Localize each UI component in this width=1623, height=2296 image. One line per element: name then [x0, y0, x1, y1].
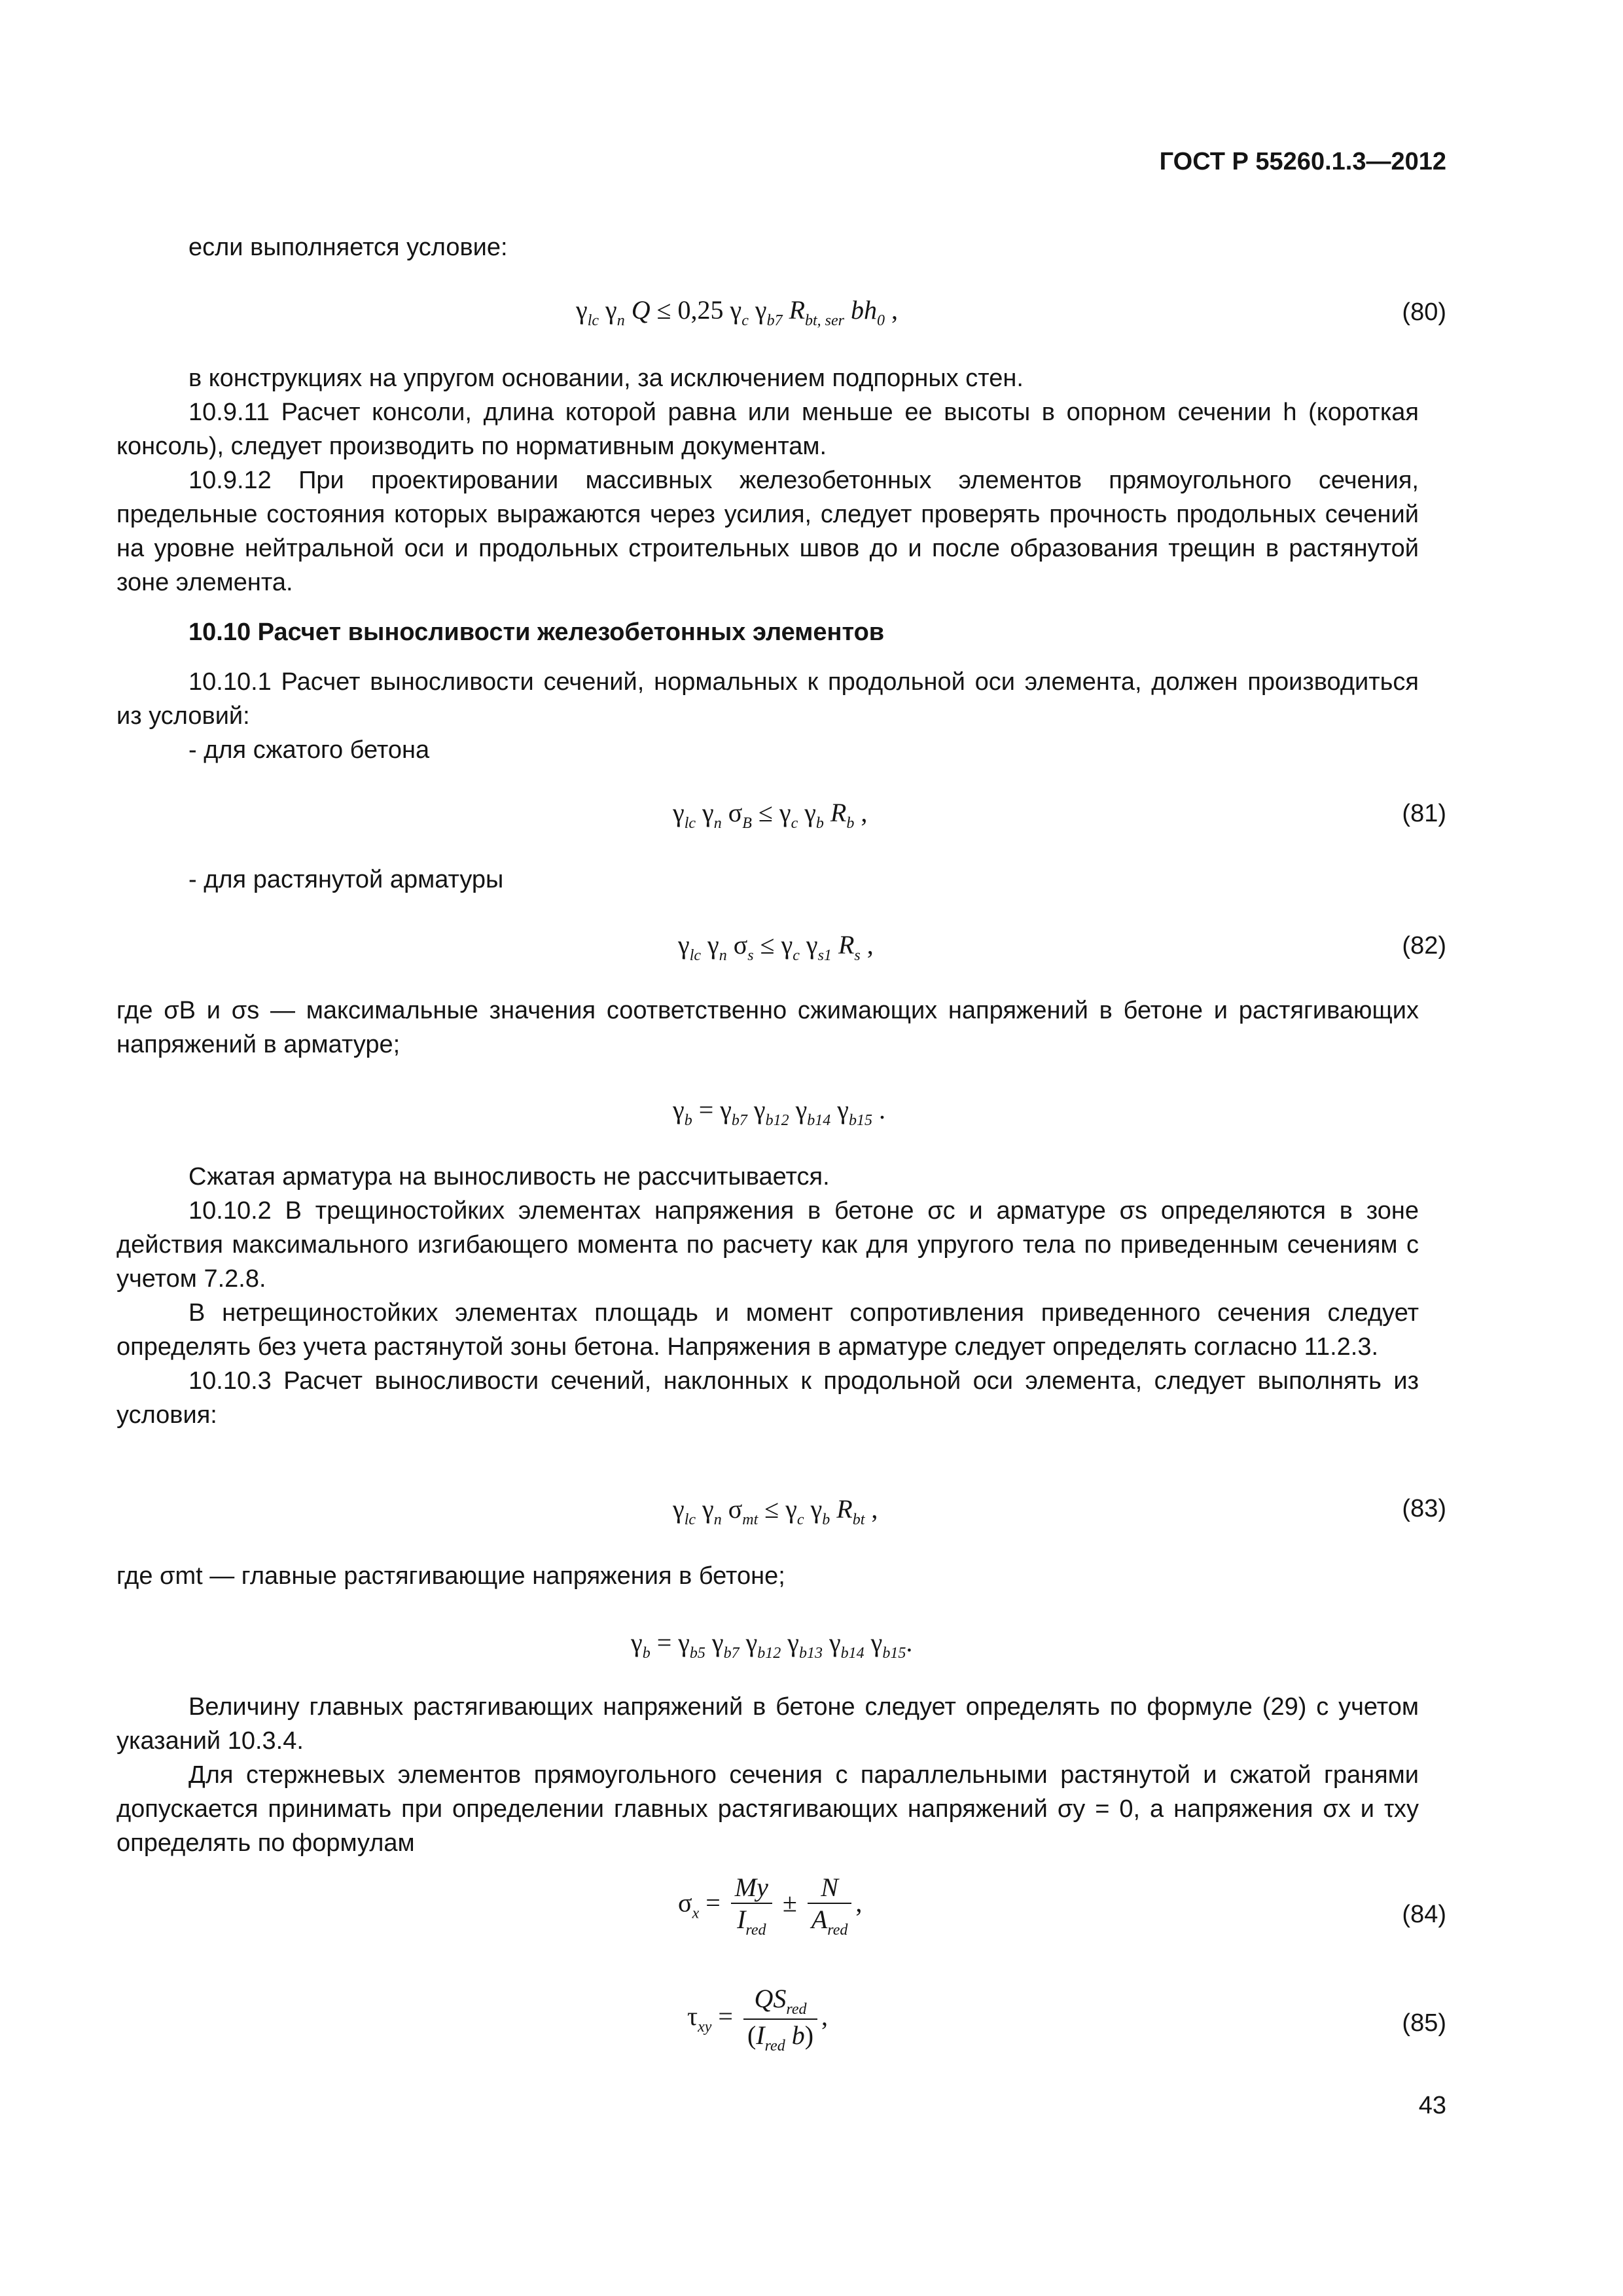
- equation-number: (81): [1402, 800, 1446, 827]
- text-block-1: [116, 230, 1419, 264]
- formula-80: $\gamma_{lc}$ $\gamma_n$ Q ≤ 0,25 $\gamma_c$ $\gamma_{b7}$ $R_{bt, ser}$ $bh_0$ ,: [576, 295, 899, 329]
- text-block-7: [116, 1559, 1419, 1593]
- paragraph: Величину главных растягивающих напряжений в бетоне следует определять по формуле (29) с учетом указаний 10.3.4.: [116, 1693, 1419, 1755]
- paragraph: Для стержневых элементов прямоугольного сечения с параллельными растянутой и сжатой гранями допускается принимать при определении главных растягивающих напряжений σy = 0, а напряжения σx и τxy определять по формулам: [116, 1761, 1419, 1857]
- equation-number: (85): [1402, 2009, 1446, 2037]
- text-block-4: [116, 863, 1419, 897]
- equation-number: (83): [1402, 1495, 1446, 1522]
- paragraph: - для сжатого бетона: [188, 736, 430, 764]
- page-number: 43: [1418, 2092, 1446, 2119]
- formula-81: $\gamma_{lc}$ $\gamma_n$ $\sigma_B \le \gamma_c$ $\gamma_b$ $R_b$ ,: [673, 798, 868, 832]
- equation-number: (82): [1402, 932, 1446, 960]
- text-block-2: [116, 361, 1419, 600]
- paragraph: в конструкциях на упругом основании, за исключением подпорных стен.: [188, 365, 1024, 392]
- text-block-8: [116, 1690, 1419, 1860]
- formula-82: $\gamma_{lc}$ $\gamma_n$ $\sigma_s \le \gamma_c$ $\gamma_{s1}$ $R_s$ ,: [678, 930, 874, 964]
- section-heading-block: [116, 615, 1419, 649]
- text-block-6: [116, 1160, 1419, 1432]
- formula-gamma-b-1: $\gamma_b = \gamma_{b7}$ $\gamma_{b12}$ $\gamma_{b14}$ $\gamma_{b15}$ .: [673, 1095, 885, 1129]
- text-block-5: [116, 994, 1419, 1062]
- paragraph: если выполняется условие:: [188, 234, 508, 261]
- paragraph: где σB и σs — максимальные значения соответственно сжимающих напряжений в бетоне и растягивающих напряжений в арматуре;: [116, 997, 1419, 1058]
- text-block-3: [116, 665, 1419, 767]
- paragraph: - для растянутой арматуры: [188, 866, 504, 893]
- paragraph: 10.10.2 В трещиностойких элементах напряжения в бетоне σc и арматуре σs определяются в зоне действия максимального изгибающего момента по расчету как для упругого тела по приведенным сечениям с учетом 7.2.8.: [116, 1197, 1419, 1293]
- equation-number: (84): [1402, 1901, 1446, 1928]
- paragraph: где σmt — главные растягивающие напряжения в бетоне;: [116, 1562, 785, 1590]
- equation-number: (80): [1402, 298, 1446, 326]
- paragraph: 10.9.12 При проектировании массивных железобетонных элементов прямоугольного сечения, предельные состояния которых выражаются через усилия, следует проверять прочность продольных сечений на уровне нейтральной оси и продольных строительных швов до и после образования трещин в растянутой зоне элемента.: [116, 467, 1419, 596]
- paragraph: В нетрещиностойких элементах площадь и момент сопротивления приведенного сечения следует определять без учета растянутой зоны бетона. Напряжения в арматуре следует определять согласно 11.2.3.: [116, 1299, 1419, 1361]
- formula-84: $\sigma_x$ = $\frac{My}{I_{red}}$ ± $\frac{N}{A_{red}}$ ,: [678, 1873, 863, 1939]
- formula-gamma-b-2: $\gamma_b = \gamma_{b5}$ $\gamma_{b7}$ $\gamma_{b12}$ $\gamma_{b13}$ $\gamma_{b14}$ $\gamma_{b15}$.: [631, 1628, 913, 1662]
- paragraph: 10.9.11 Расчет консоли, длина которой равна или меньше ее высоты в опорном сечении h (короткая консоль), следует производить по нормативным документам.: [116, 399, 1419, 460]
- paragraph: 10.10.1 Расчет выносливости сечений, нормальных к продольной оси элемента, должен производиться из условий:: [116, 668, 1419, 730]
- formula-83: $\gamma_{lc}$ $\gamma_n$ $\sigma_{mt} \le \gamma_c$ $\gamma_b$ $R_{bt}$ ,: [673, 1494, 878, 1528]
- paragraph: 10.10.3 Расчет выносливости сечений, наклонных к продольной оси элемента, следует выполнять из условия:: [116, 1367, 1419, 1429]
- doc-code-header: ГОСТ Р 55260.1.3—2012: [1159, 148, 1446, 175]
- formula-85: $\tau_{xy}$ = $\frac{QS_{red}}{(I_{red} b)}$ ,: [687, 1984, 829, 2054]
- section-heading: 10.10 Расчет выносливости железобетонных элементов: [188, 619, 885, 646]
- paragraph: Сжатая арматура на выносливость не рассчитывается.: [188, 1163, 830, 1191]
